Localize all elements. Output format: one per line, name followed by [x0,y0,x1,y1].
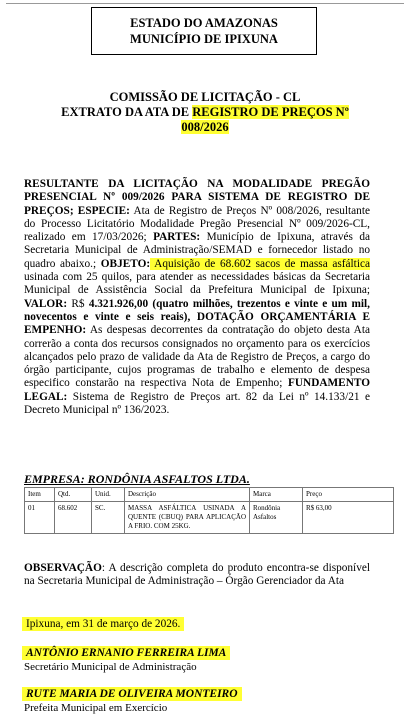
valor-text: R$ [67,297,89,310]
header-preco: Preço [303,488,394,502]
items-table [24,487,394,534]
header-marca: Marca [250,488,303,502]
cell-marca: Rondônia Asfaltos [250,502,303,534]
header-descricao: Descrição [125,488,250,502]
cell-qtd: 68.602 [55,502,92,534]
header-qtd: Qtd. [55,488,92,502]
signature-name-1-text: ANTÔNIO ERNANIO FERREIRA LIMA [22,646,230,660]
objeto-label: OBJETO: [100,257,151,270]
table-header-row [25,488,394,502]
partes-text: Município de Ipixuna, através da Secretaria Municipal de Administração/SEMAD e fornecedor listado no quadro abaixo.; [24,231,370,270]
top-rule [6,3,404,4]
title-line2-highlight: REGISTRO DE PREÇOS Nº [192,105,349,119]
signature-name-1 [22,647,230,659]
partes-label: PARTES: [153,231,201,244]
fundamento-label: FUNDAMENTO LEGAL: [24,377,370,403]
resultante-label: RESULTANTE DA LICITAÇÃO NA MODALIDADE PREGÃO PRESENCIAL Nº 009/2026 PARA SISTEMA DE REGISTRO DE PREÇOS; ESPECIE: [24,178,370,217]
header-box [91,7,317,55]
title-line3 [20,120,390,135]
cell-preco: R$ 63,00 [303,502,394,534]
fundamento-text: Sistema de Registro de Preços art. 82 da Lei nº 14.133/21 e Decreto Municipal nº 136/2023. [24,390,370,417]
signature-name-2-text: RUTE MARIA DE OLIVEIRA MONTEIRO [22,687,242,701]
valor-label: VALOR: [24,297,68,310]
header-item: Item [25,488,55,502]
valor-amount: 4.321.926,00 (quatro milhões, trezentos e vinte e um mil, novecentos e vinte e seis reais), [24,297,370,323]
cell-unid: SC. [92,502,125,534]
objeto-text: usinada com 25 quilos, para atender as necessidades básicas da Secretaria Municipal de Assistência Social da Prefeitura Municipal de Ipixuna; [24,271,370,297]
signature-name-2 [22,688,242,700]
cell-item: 01 [25,502,55,534]
extract-body [24,178,370,417]
signature-role-1: Secretário Municipal de Administração [24,661,197,673]
document-title [20,90,390,135]
title-line2 [20,105,390,120]
title-number: 008/2026 [181,120,229,134]
signature-role-2: Prefeita Municipal em Exercício [24,702,168,714]
city-date-text: Ipixuna, em 31 de março de 2026. [22,617,184,631]
dotacao-text: As despesas decorrentes da contratação do objeto desta Ata correrão a conta dos recursos consignados no orçamento para os exercícios alcançados pelo prazo de validade da Ata de Registro de Preços, a cargo do órgão participante, cujos programas de trabalho e elemento de despesa especifico constarão na respectiva Nota de Empenho; [24,324,370,390]
header-unid: Unid. [92,488,125,502]
especie-text: Ata de Registro de Preços Nº 008/2026, resultante do Processo Licitatório Modalidade Pregão Presencial Nº 009/2026-CL, realizado em 17/03/2026; [24,204,370,244]
objeto-highlight: Aquisição de 68.602 sacos de massa asfáltica [150,257,370,270]
cell-descricao: MASSA ASFÁLTICA USINADA A QUENTE (CBUQ) PARA APLICAÇÃO A FRIO. COM 25KG. [125,502,250,534]
dotacao-label: DOTAÇÃO ORÇAMENTÁRIA E EMPENHO: [24,310,371,337]
company-name: EMPRESA: RONDÔNIA ASFALTOS LTDA. [24,472,250,486]
table-row [25,502,394,534]
header-municipality: MUNICÍPIO DE IPIXUNA [130,32,278,46]
title-line1: COMISSÃO DE LICITAÇÃO - CL [109,90,301,104]
observation [24,562,370,589]
observation-text: : A descrição completa do produto encontra-se disponível na Secretaria Municipal de Administração – Órgão Gerenciador da Ata [24,562,370,588]
city-date [22,618,184,630]
title-line2-prefix: EXTRATO DA ATA DE [61,105,193,119]
header-state: ESTADO DO AMAZONAS [130,16,278,30]
observation-label: OBSERVAÇÃO [24,562,102,574]
